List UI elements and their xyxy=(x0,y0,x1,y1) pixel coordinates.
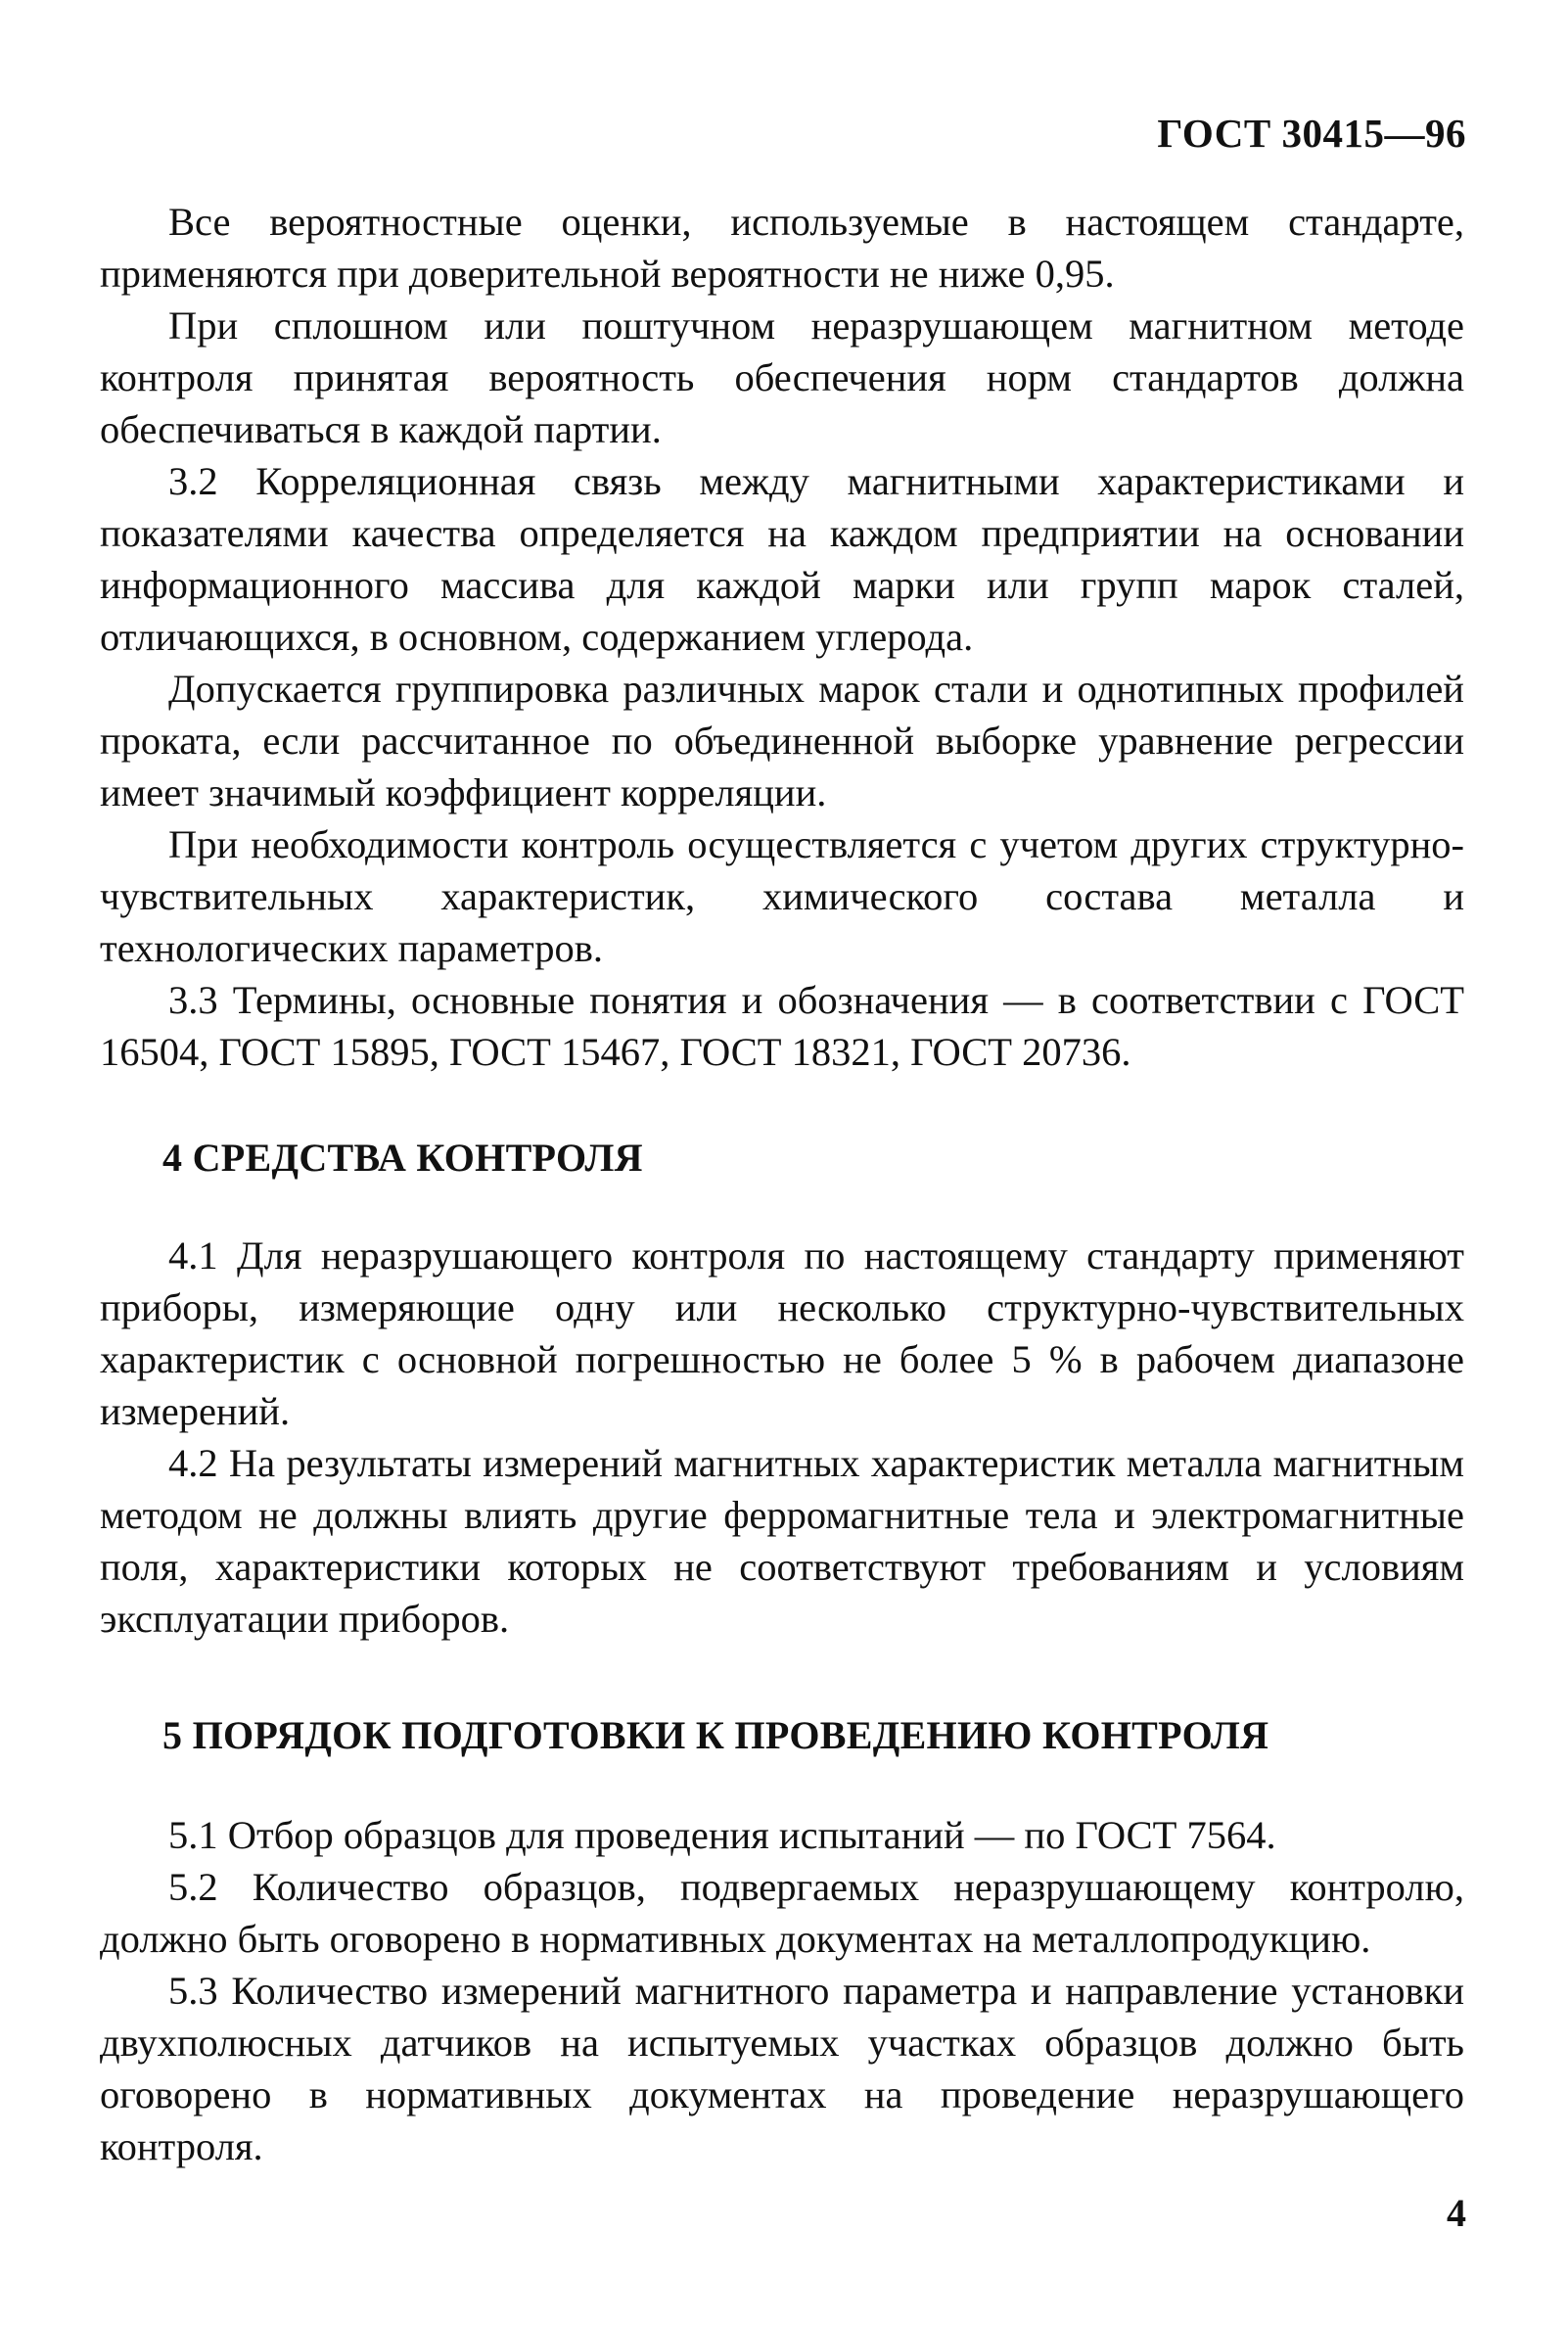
document-code-header: ГОСТ 30415—96 xyxy=(1157,111,1466,156)
paragraph-4-2: 4.2 На результаты измерений магнитных характеристик металла магнитным методом не должны влиять другие ферромагнитные тела и электромагнитные поля, характеристики которых не соответствуют требованиям и условиям эксплуатации приборов. xyxy=(100,1441,1464,1641)
paragraph-continuous-control: При сплошном или поштучном неразрушающем магнитном методе контроля принятая вероятность обеспечения норм стандартов должна обеспечиваться в каждой партии. xyxy=(100,303,1464,451)
paragraph-4-1: 4.1 Для неразрушающего контроля по настоящему стандарту применяют приборы, измеряющие одну или несколько структурно-чувствительных характеристик с основной погрешностью не более 5 % в рабочем диапазоне измерений. xyxy=(100,1233,1464,1433)
page-body xyxy=(100,196,1464,2172)
section-4-heading: 4 СРЕДСТВА КОНТРОЛЯ xyxy=(162,1136,643,1180)
paragraph-3-3: 3.3 Термины, основные понятия и обозначения — в соответствии с ГОСТ 16504, ГОСТ 15895, ГОСТ 15467, ГОСТ 18321, ГОСТ 20736. xyxy=(100,978,1464,1074)
paragraph-probability-estimates: Все вероятностные оценки, используемые в настоящем стандарте, применяются при доверительной вероятности не ниже 0,95. xyxy=(100,200,1464,296)
paragraph-other-characteristics: При необходимости контроль осуществляется с учетом других структурно-чувствительных характеристик, химического состава металла и технологических параметров. xyxy=(100,822,1464,970)
paragraph-3-2: 3.2 Корреляционная связь между магнитными характеристиками и показателями качества определяется на каждом предприятии на основании информационного массива для каждой марки или групп марок сталей, отличающихся, в основном, содержанием углерода. xyxy=(100,459,1464,659)
section-5-heading: 5 ПОРЯДОК ПОДГОТОВКИ К ПРОВЕДЕНИЮ КОНТРОЛЯ xyxy=(162,1713,1269,1757)
paragraph-5-2: 5.2 Количество образцов, подвергаемых неразрушающему контролю, должно быть оговорено в нормативных документах на металлопродукцию. xyxy=(100,1865,1464,1961)
page-number: 4 xyxy=(1447,2191,1466,2235)
paragraph-grouping: Допускается группировка различных марок стали и однотипных профилей проката, если рассчитанное по объединенной выборке уравнение регрессии имеет значимый коэффициент корреляции. xyxy=(100,667,1464,814)
paragraph-5-3: 5.3 Количество измерений магнитного параметра и направление установки двухполюсных датчиков на испытуемых участках образцов должно быть оговорено в нормативных документах на проведение неразрушающего контроля. xyxy=(100,1969,1464,2168)
paragraph-5-1: 5.1 Отбор образцов для проведения испытаний — по ГОСТ 7564. xyxy=(168,1813,1276,1857)
